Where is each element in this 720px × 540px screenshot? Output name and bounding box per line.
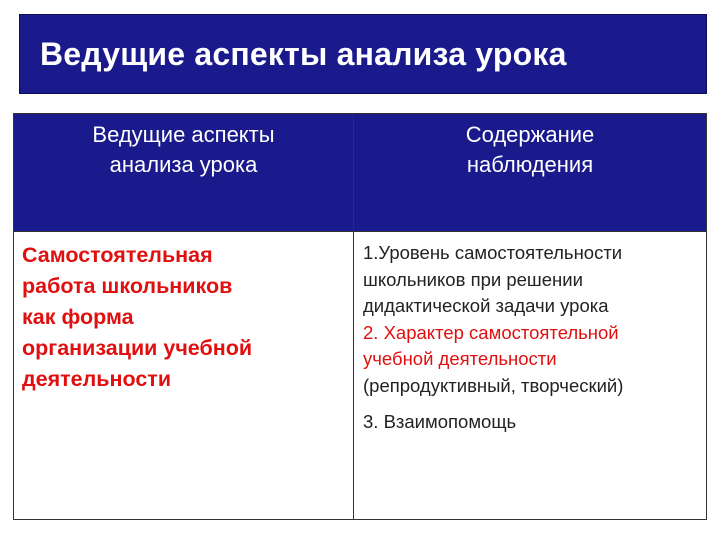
- aspect-line: деятельности: [22, 367, 172, 391]
- header-content-line-2: наблюдения: [466, 152, 594, 177]
- aspect-line: как форма: [22, 305, 134, 329]
- slide-title: Ведущие аспекты анализа урока: [40, 35, 567, 72]
- observation-line: (репродуктивный, творческий): [363, 374, 624, 396]
- header-cell-aspects: [14, 114, 354, 232]
- aspect-text: [14, 232, 353, 395]
- observation-line: 1.Уровень самостоятельности: [363, 242, 623, 263]
- header-aspects-text: [14, 114, 353, 180]
- observation-line-highlight: учебной деятельности: [363, 348, 557, 369]
- header-cell-content: [354, 114, 706, 232]
- observation-text: [354, 232, 706, 436]
- aspect-line: работа школьников: [22, 274, 233, 298]
- header-aspects-line-1: Ведущие аспекты: [92, 122, 275, 147]
- header-aspects-line-2: анализа урока: [109, 152, 258, 177]
- observation-line: 3. Взаимопомощь: [363, 411, 517, 432]
- header-content-text: [354, 114, 706, 180]
- content-table: [13, 113, 707, 520]
- observation-line-highlight: 2. Характер самостоятельной: [363, 321, 619, 343]
- body-cell-aspect: [14, 232, 354, 519]
- observation-line: дидактической задачи урока: [363, 295, 609, 316]
- aspect-line: Самостоятельная: [22, 243, 213, 267]
- body-cell-observation: [354, 232, 706, 519]
- aspect-line: организации учебной: [22, 336, 253, 360]
- header-content-line-1: Содержание: [465, 122, 595, 147]
- observation-line: школьников при решении: [363, 268, 583, 290]
- title-bar: [19, 14, 707, 94]
